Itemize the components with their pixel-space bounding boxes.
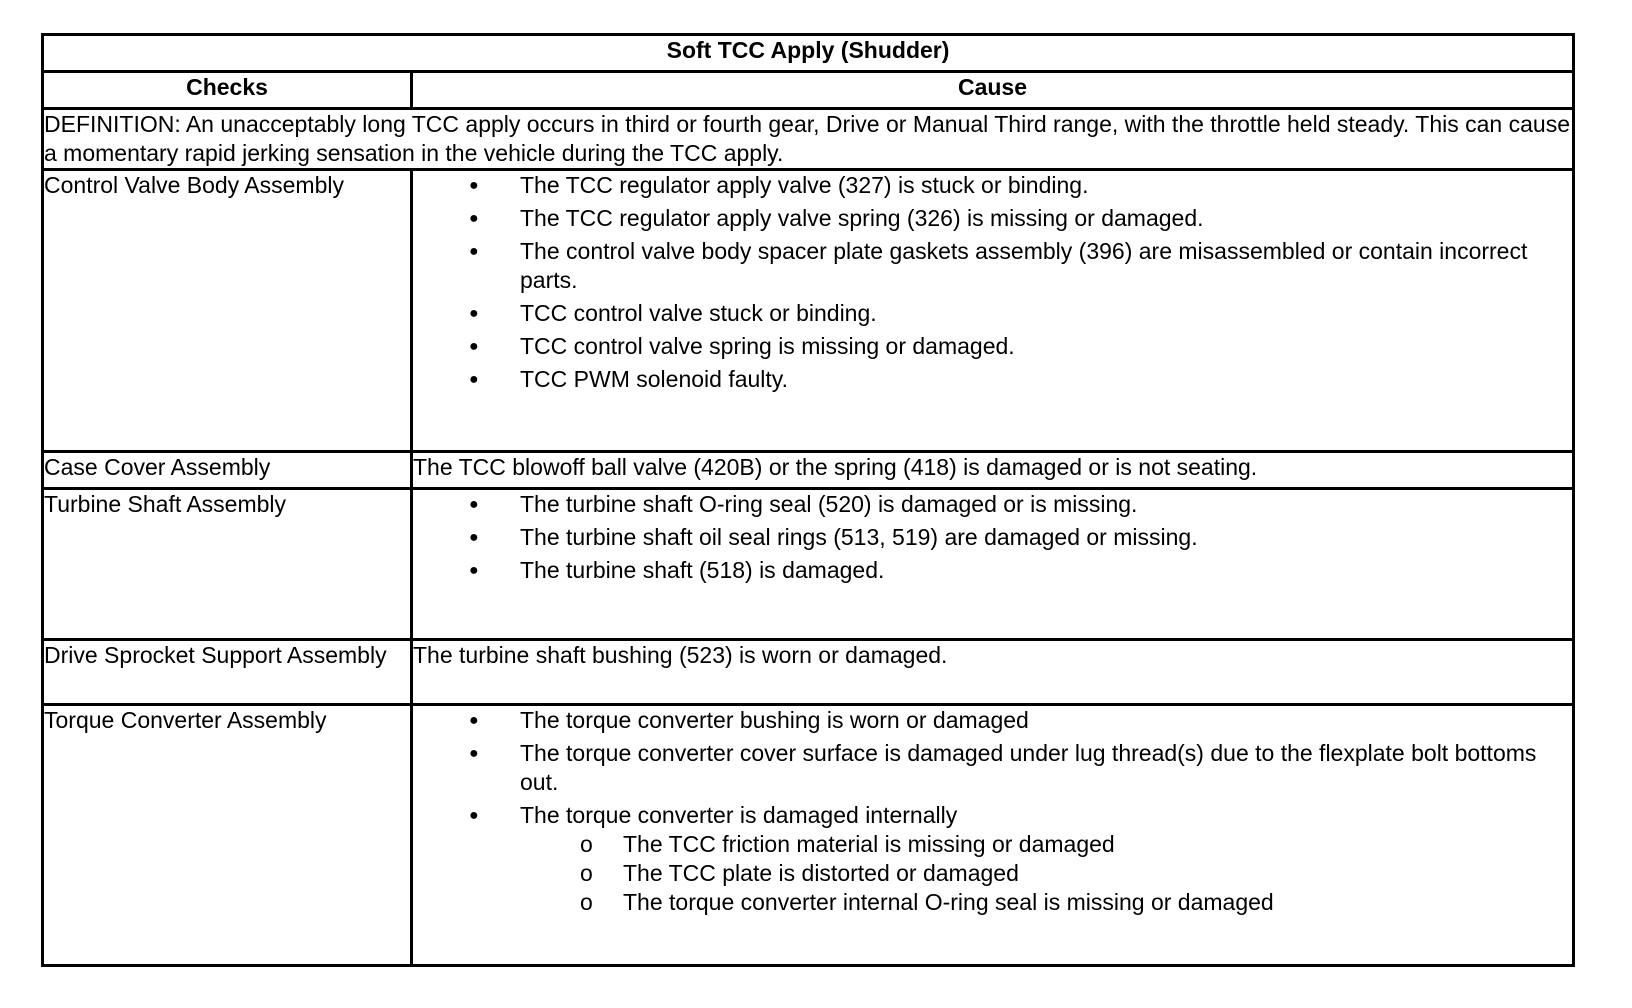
cause-text: The turbine shaft bushing (523) is worn or damaged. xyxy=(412,640,1574,705)
check-label: Drive Sprocket Support Assembly xyxy=(43,640,412,705)
cause-item: ● The torque converter cover surface is damaged under lug thread(s) due to the flexplate bolt bottoms out. xyxy=(413,739,1572,797)
cause-list xyxy=(413,171,1572,394)
cause-cell xyxy=(412,170,1574,452)
check-label: Case Cover Assembly xyxy=(43,452,412,489)
table-row xyxy=(43,705,1574,966)
cause-item-with-subitems xyxy=(413,801,1572,917)
table-row xyxy=(43,640,1574,705)
definition-text: DEFINITION: An unacceptably long TCC apply occurs in third or fourth gear, Drive or Manual Third range, with the throttle held steady. This can cause a momentary rapid jerking sensation in the vehicle during the TCC apply. xyxy=(43,109,1574,170)
column-header-cause: Cause xyxy=(412,72,1574,109)
sub-cause-item: o The TCC plate is distorted or damaged xyxy=(520,859,1572,888)
cause-item: ● The control valve body spacer plate gaskets assembly (396) are misassembled or contain incorrect parts. xyxy=(413,237,1572,295)
cause-list xyxy=(413,490,1572,585)
cause-item: ● The torque converter bushing is worn or damaged xyxy=(413,706,1572,735)
cause-cell xyxy=(412,489,1574,640)
sub-cause-item: o The torque converter internal O-ring seal is missing or damaged xyxy=(520,888,1572,917)
table-row xyxy=(43,489,1574,640)
check-label: Control Valve Body Assembly xyxy=(43,170,412,452)
cause-item: ● TCC control valve spring is missing or damaged. xyxy=(413,332,1572,361)
cause-text: The TCC blowoff ball valve (420B) or the spring (418) is damaged or is not seating. xyxy=(412,452,1574,489)
table-row xyxy=(43,170,1574,452)
column-header-checks: Checks xyxy=(43,72,412,109)
cause-item: ● The turbine shaft O-ring seal (520) is damaged or is missing. xyxy=(413,490,1572,519)
sub-cause-list xyxy=(520,830,1572,917)
check-label: Torque Converter Assembly xyxy=(43,705,412,966)
cause-item: ● The TCC regulator apply valve (327) is stuck or binding. xyxy=(413,171,1572,200)
sub-cause-item: o The TCC friction material is missing or damaged xyxy=(520,830,1572,859)
check-label: Turbine Shaft Assembly xyxy=(43,489,412,640)
diagnosis-table xyxy=(41,33,1575,967)
cause-item: ● The turbine shaft oil seal rings (513, 519) are damaged or missing. xyxy=(413,523,1572,552)
cause-item-label: The torque converter is damaged internally xyxy=(520,802,958,828)
cause-item: ● TCC PWM solenoid faulty. xyxy=(413,365,1572,394)
table-title: Soft TCC Apply (Shudder) xyxy=(43,35,1574,72)
table-row xyxy=(43,452,1574,489)
cause-item: ● The TCC regulator apply valve spring (326) is missing or damaged. xyxy=(413,204,1572,233)
cause-item: ● TCC control valve stuck or binding. xyxy=(413,299,1572,328)
cause-item: ● The turbine shaft (518) is damaged. xyxy=(413,556,1572,585)
cause-cell xyxy=(412,705,1574,966)
cause-list xyxy=(413,706,1572,917)
